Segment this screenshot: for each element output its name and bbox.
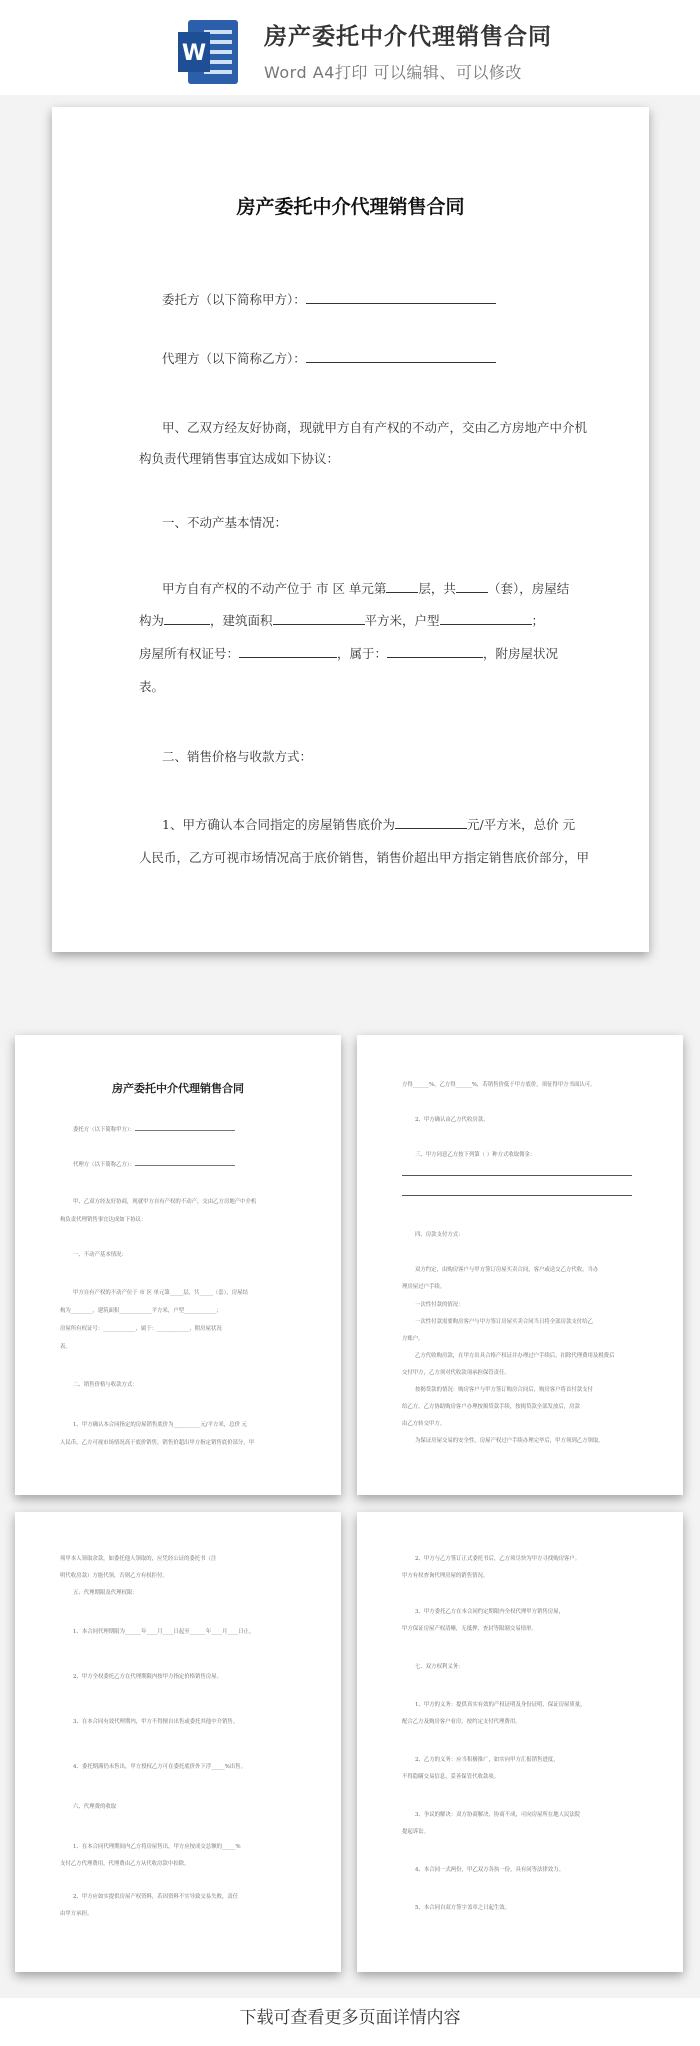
- doc-line: 代理方（以下简称乙方）：: [162, 349, 496, 367]
- doc-line: 构为 ，建筑面积 平方米，户型 ；: [139, 613, 545, 628]
- doc-line: 委托方（以下简称甲方）：: [162, 290, 496, 308]
- thumb-line: 为保证房屋交易的安全性，房屋产权过户手续办理完毕后，甲方须到乙方领取。: [415, 1438, 604, 1444]
- word-doc-icon: [178, 20, 238, 84]
- thumb-line: 七、双方权利义务：: [415, 1664, 464, 1670]
- thumb-line: 四、房款支付方式：: [415, 1232, 464, 1238]
- doc-line: 1、甲方确认本合同指定的房屋销售底价为 元/平方米，总价 元: [162, 817, 576, 832]
- doc-line: 构负责代理销售事宜达成如下协议：: [139, 451, 340, 466]
- thumb-line: 3、争议的解决：双方协商解决，协商不成，可向房屋所在地人民法院: [415, 1812, 581, 1818]
- thumb-line: 明代收房款）方能代领，否则乙方有权拒付。: [60, 1573, 168, 1579]
- thumb-line: 提起诉讼。: [402, 1829, 429, 1835]
- thumb-line: 由乙方转交甲方。: [402, 1421, 446, 1427]
- thumb-line: 2、甲方应如实提供房屋产权资料，若因资料不实导致交易失败，责任: [73, 1894, 239, 1900]
- thumb-line: 2、甲方与乙方签订正式委托书后，乙方须尽快为甲方寻找购房客户。: [415, 1556, 581, 1562]
- thumb-line: 三、甲方同意乙方按下列第（ ）种方式收取佣金：: [415, 1152, 536, 1158]
- thumbnail-title: 房产委托中介代理销售合同: [112, 1082, 244, 1095]
- thumb-line: 不得隐瞒交易信息，妥善保管代收款项。: [402, 1774, 500, 1780]
- section-heading: 一、不动产基本情况：: [162, 515, 288, 530]
- thumb-line: 方得______%，乙方得______%，若销售价低于甲方底价，须征得甲方书面认可。: [402, 1082, 596, 1088]
- thumb-line: 委托方（以下简称甲方）：: [73, 1125, 235, 1133]
- document-page-thumbnail[interactable]: [357, 1512, 683, 1972]
- document-page-large: [52, 107, 649, 952]
- thumb-line: 二、销售价格与收款方式：: [73, 1382, 138, 1388]
- thumb-line: 由甲方承担。: [60, 1911, 93, 1917]
- document-page-thumbnail[interactable]: [15, 1512, 341, 1972]
- thumb-line: 须甲本人领取余款，如委托他人领取的，应凭经公证的委托书（注: [60, 1556, 217, 1562]
- doc-line: 甲、乙双方经友好协商，现就甲方自有产权的不动产，交由乙方房地产中介机: [162, 420, 588, 435]
- thumb-line: 按揭贷款的情况：购房客户与甲方签订购房合同后，购房客户将首付款支付: [415, 1387, 593, 1393]
- section-heading: 二、销售价格与收款方式：: [162, 749, 313, 764]
- thumb-line: 甲、乙双方经友好协商，现就甲方自有产权的不动产，交由乙方房地产中介机: [73, 1199, 257, 1205]
- thumb-line: 甲方有权查询代理房屋的销售情况。: [402, 1573, 489, 1579]
- thumb-line: 4、委托期满仍未售出，甲方授权乙方可在委托底价外下浮_____%出售。: [73, 1764, 246, 1770]
- thumb-line: 六、代理费的收取: [73, 1804, 117, 1810]
- thumb-line: 五、代理期限及代理权限：: [73, 1590, 138, 1596]
- doc-line: 房屋所有权证号： ，属于： ，附房屋状况: [139, 646, 559, 661]
- thumb-line: 甲方保证房屋产权清晰，无抵押、查封等限制交易情形。: [402, 1626, 537, 1632]
- thumb-line: 构负责代理销售事宜达成如下协议：: [60, 1217, 147, 1223]
- thumb-line: 4、本合同一式两份，甲乙双方各执一份，具有同等法律效力。: [415, 1867, 564, 1873]
- thumb-line: 1、甲方的义务：提供真实有效的产权证明及身份证明，保证房屋质量，: [415, 1702, 586, 1708]
- document-page-thumbnail[interactable]: [15, 1035, 341, 1495]
- preview-area: [0, 95, 700, 1998]
- document-page-thumbnail[interactable]: [357, 1035, 683, 1495]
- thumb-line: 乙方代收购房款，在甲方出具合格产权证并办理过户手续后，扣除代理费用及税费后: [415, 1353, 615, 1359]
- thumb-line: 2、甲方全权委托乙方在代理期限内按甲方指定价格销售房屋。: [73, 1674, 222, 1680]
- thumb-line: 双方约定，由购房客户与甲方签订房屋买卖合同，客户或送交乙方代收，当办: [415, 1267, 599, 1273]
- thumb-line: 交付甲方，乙方须对代收款项承担保管责任。: [402, 1370, 510, 1376]
- thumb-line: 甲方自有产权的不动产位于 市 区 单元第_____层，共_____（套），房屋结: [73, 1290, 248, 1296]
- thumb-line: 构为________，建筑面积____________平方米，户型____________；: [60, 1308, 222, 1314]
- thumb-line: 1、在本合同代理期间内乙方将房屋售出，甲方应按成交总额的_____%: [73, 1844, 241, 1850]
- thumb-line: 给乙方，乙方协助购房客户办理按揭贷款手续，按揭贷款全部发放后，房款: [402, 1404, 580, 1410]
- thumb-line: 3、在本合同有效代理期内，甲方不得擅自出售或委托其他中介销售。: [73, 1719, 239, 1725]
- thumb-line: 一次性付款需要购房客户与甲方签订房屋买卖合同当日将全部房款支付给乙: [415, 1319, 593, 1325]
- thumb-line: 2、乙方的义务：应当积极推广，如实向甲方汇报销售进度，: [415, 1757, 559, 1763]
- thumb-line: 理房屋过户手续。: [402, 1284, 446, 1290]
- thumb-line: 人民币，乙方可视市场情况高于底价销售，销售价超出甲方指定销售底价部分，甲: [60, 1440, 255, 1446]
- doc-line: 甲方自有产权的不动产位于 市 区 单元第 层，共 （套），房屋结: [162, 581, 570, 596]
- doc-line: 人民币，乙方可视市场情况高于底价销售，销售价超出甲方指定销售底价部分，甲: [139, 850, 590, 865]
- header-subtitle: Word A4打印 可以编辑、可以修改: [264, 63, 522, 82]
- blank-rule: [402, 1195, 632, 1196]
- thumb-line: 1、本合同代理期限为______年____月____日起至______年____月____日止。: [73, 1629, 255, 1635]
- thumb-line: 3、甲方委托乙方在本合同约定期限内全权代理甲方销售房屋，: [415, 1609, 564, 1615]
- thumb-line: 表。: [60, 1344, 71, 1350]
- header-title: 房产委托中介代理销售合同: [264, 24, 552, 50]
- blank-rule: [402, 1175, 632, 1176]
- svg-text:W: W: [181, 41, 207, 66]
- thumb-line: 支付乙方代理费用，代理费由乙方从代收房款中扣除。: [60, 1861, 190, 1867]
- thumb-line: 方账户。: [402, 1336, 424, 1342]
- doc-line: 表。: [139, 679, 165, 694]
- thumb-line: 房屋所有权证号：____________，属于：____________，附房屋状况: [60, 1326, 222, 1332]
- thumb-line: 一、不动产基本情况：: [73, 1252, 127, 1258]
- download-more-link[interactable]: 下载可查看更多页面详情内容: [0, 1998, 700, 2046]
- thumb-line: 代理方（以下简称乙方）：: [73, 1160, 235, 1168]
- thumb-line: 配合乙方及购房客户看房，按约定支付代理费用。: [402, 1719, 521, 1725]
- thumb-line: 5、本合同自双方签字盖章之日起生效。: [415, 1905, 511, 1911]
- header: [0, 0, 700, 95]
- thumb-line: 一次性付款的情况：: [415, 1302, 464, 1308]
- thumb-line: 2、甲方确认由乙方代收房款。: [415, 1117, 489, 1123]
- document-title: 房产委托中介代理销售合同: [236, 196, 465, 218]
- thumb-line: 1、甲方确认本合同指定的房屋销售底价为__________元/平方米，总价 元: [73, 1422, 248, 1428]
